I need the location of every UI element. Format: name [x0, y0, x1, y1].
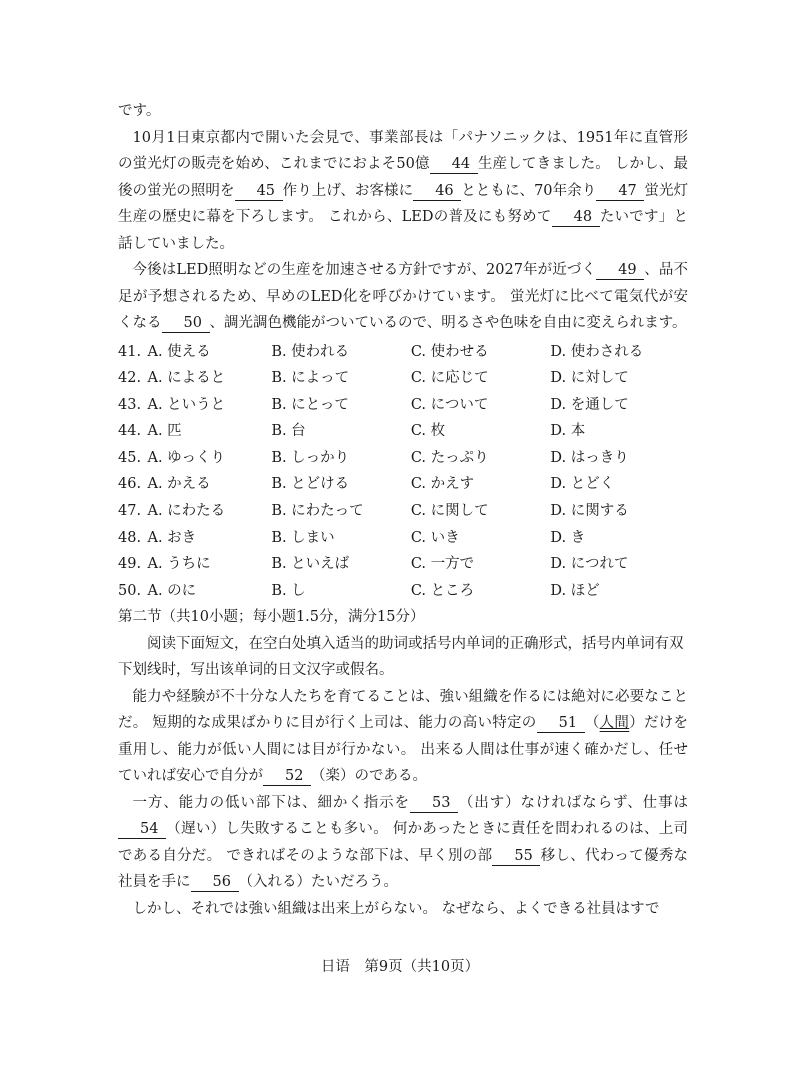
page-footer: 日语 第9页（共10页） — [320, 959, 480, 975]
option-c: C. について — [410, 396, 489, 413]
option-row: 44. A. 匹 B. 台 C. 枚 D. 本 — [118, 418, 688, 445]
option-c: C. ところ — [410, 582, 475, 599]
option-d: D. とどく — [550, 476, 615, 493]
option-a: A. にわたる — [147, 503, 226, 520]
option-b: B. といえば — [271, 556, 350, 573]
option-b: B. し — [271, 582, 306, 599]
option-a: A. というと — [147, 396, 226, 413]
passage2-paragraph-1: 能力や経験が不十分な人たちを育てることは、強い組織を作るには絶対に必要なことだ。 短期的な成果ばかりに目が行く上司は、能力の高い特定の 51 （人間）だけを重用し、能力が低い人間には目が行かない。 出来る人間は仕事が速く確かだし、任せていれば安心で自分が 52 （楽）のである。 — [118, 688, 689, 785]
option-a: A. おき — [147, 529, 197, 546]
blank-54: 54 — [118, 820, 166, 839]
option-c: C. 枚 — [410, 423, 446, 440]
option-a: A. うちに — [147, 556, 211, 573]
option-row: 41. A. 使える B. 使われる C. 使わせる D. 使わされる — [118, 339, 688, 366]
option-b: B. しっかり — [271, 449, 350, 466]
blank-53: 53 — [410, 794, 458, 813]
option-d: D. を通して — [550, 396, 629, 413]
option-d: D. に関する — [550, 503, 629, 520]
blank-48: 48 — [552, 208, 600, 227]
option-a: A. のに — [147, 582, 197, 599]
option-d: D. につれて — [550, 556, 629, 573]
blank-46: 46 — [413, 182, 461, 201]
option-b: B. とどける — [271, 476, 350, 493]
option-row: 49. A. うちに B. といえば C. 一方で D. につれて — [118, 551, 688, 578]
passage2-paragraph-2: 一方、能力の低い部下は、細かく指示を 53 （出す）なければならず、仕事は54 （遅い）し失敗することも多い。 何かあったときに責任を問われるのは、上司である自分だ。 できればそのような部下は、早く別の部 55 移し、代わって優秀な社員を手に 56 （入れる）たいだろう。 — [118, 794, 689, 891]
option-row: 48. A. おき B. しまい C. いき D. き — [118, 525, 688, 552]
blank-55: 55 — [492, 847, 540, 866]
option-b: B. にわたって — [271, 503, 364, 520]
option-b: B. によって — [271, 370, 350, 387]
blank-52: 52 — [263, 767, 311, 786]
option-a: A. かえる — [147, 476, 211, 493]
option-a: A. 匹 — [147, 423, 182, 440]
option-b: B. しまい — [271, 529, 335, 546]
option-c: C. いき — [410, 529, 460, 546]
option-row: 43. A. というと B. にとって C. について D. を通して — [118, 392, 688, 419]
option-d: D. 本 — [550, 423, 586, 440]
option-b: B. にとって — [271, 396, 349, 413]
blank-44: 44 — [430, 155, 478, 174]
blank-56: 56 — [191, 873, 239, 892]
blank-50: 50 — [162, 314, 210, 333]
passage2-paragraph-3: しかし、それでは強い組織は出来上がらない。 なぜなら、よくできる社員はすで — [132, 900, 660, 917]
option-d: D. に対して — [550, 370, 629, 387]
option-c: C. かえす — [410, 476, 475, 493]
option-row: 47. A. にわたる B. にわたって C. に関して D. に関する — [118, 498, 688, 525]
answer-options — [118, 339, 688, 605]
option-c: C. 一方で — [410, 556, 475, 573]
option-b: B. 使われる — [271, 343, 350, 360]
page-content — [118, 98, 688, 922]
blank-47: 47 — [596, 182, 644, 201]
option-row: 46. A. かえる B. とどける C. かえす D. とどく — [118, 471, 688, 498]
option-b: B. 台 — [271, 423, 306, 440]
option-a: A. ゆっくり — [147, 449, 226, 466]
section-instruction: 阅读下面短文，在空白处填入适当的助词或括号内单词的正确形式，括号内单词有双下划线时，写出该单词的日文汉字或假名。 — [118, 635, 684, 679]
option-a: A. によると — [147, 370, 226, 387]
option-c: C. たっぷり — [410, 449, 489, 466]
word-51: 人間 — [599, 715, 630, 732]
option-row: 45. A. ゆっくり B. しっかり C. たっぷり D. はっきり — [118, 445, 688, 472]
option-a: A. 使える — [147, 343, 211, 360]
option-row: 50. A. のに B. し C. ところ D. ほど — [118, 578, 688, 605]
blank-51: 51 — [537, 714, 585, 733]
passage1-paragraph-1: 10月1日東京都内で開いた会見で、事業部長は「パナソニックは、1951年に直管形の蛍光灯の販売を始め、これまでにおよそ50億 44 生産してきました。 しかし、最後の蛍光の照明を 45 作り上げ、お客様に 46 とともに、70年余り 47 蛍光灯生産の歴史に幕を下ろします。 これから、LEDの普及にも努めて 48 たいです」と話していました。 — [118, 129, 689, 252]
blank-45: 45 — [235, 182, 283, 201]
passage1-paragraph-2: 今後はLED照明などの生産を加速させる方針ですが、2027年が近づく 49 、品不足が予想されるため、早めのLED化を呼びかけています。 蛍光灯に比べて電気代が安くなる 50 、調光調色機能がついているので、明るさや色味を自由に変えられます。 — [118, 262, 688, 331]
option-d: D. 使わされる — [550, 343, 644, 360]
option-c: C. に関して — [410, 503, 489, 520]
option-d: D. き — [550, 529, 586, 546]
option-c: C. に応じて — [410, 370, 489, 387]
blank-49: 49 — [596, 261, 644, 280]
option-d: D. はっきり — [550, 449, 629, 466]
section-title: 第二节（共10小题；每小题1.5分，满分15分） — [118, 609, 425, 626]
option-row: 42. A. によると B. によって C. に応じて D. に対して — [118, 365, 688, 392]
option-d: D. ほど — [550, 582, 600, 599]
option-c: C. 使わせる — [410, 343, 489, 360]
passage1-continuation: です。 — [118, 103, 161, 119]
